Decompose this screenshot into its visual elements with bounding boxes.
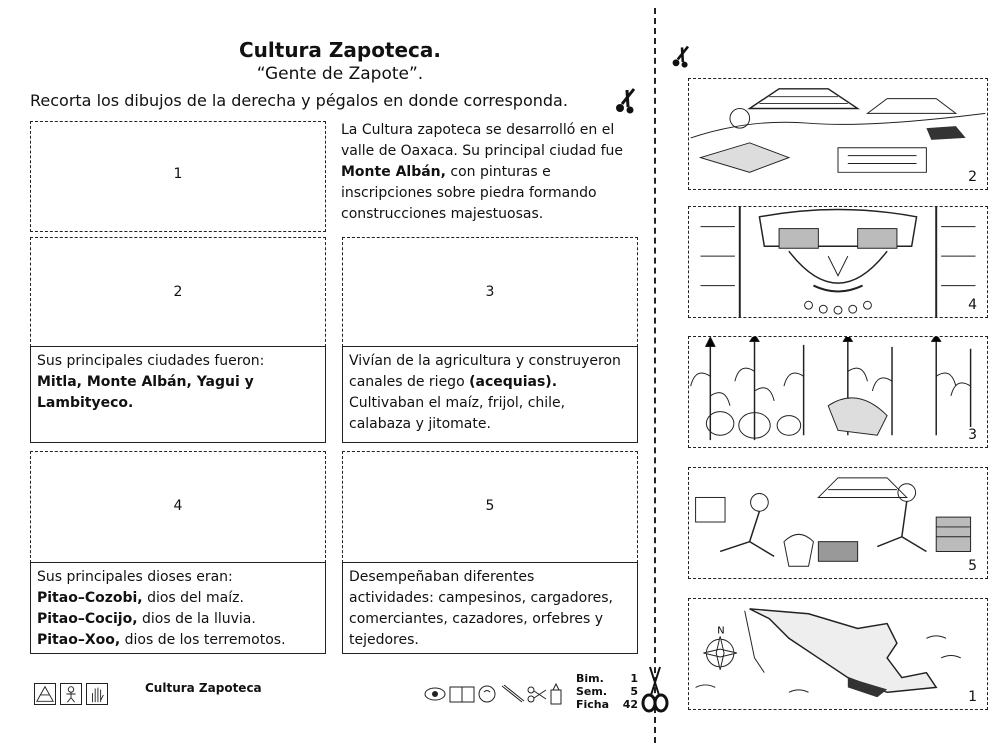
text-box-gods: Sus principales dioses eran: Pitao–Cozobi, dios del maíz. Pitao–Cocijo, dios de la lluvia. Pitao–Xoo, dios de los terremotos.: [30, 562, 326, 654]
text-box-agriculture: Vivían de la agricultura y construyeron canales de riego (acequias). Cultivaban el maíz, frijol, chile, calabaza y jitomate.: [342, 346, 638, 443]
slot-3[interactable]: [342, 237, 638, 347]
slot-number: 4: [173, 498, 183, 514]
compass-north-label: N: [717, 625, 725, 637]
glue-icon: [551, 684, 561, 704]
pottery-artisans-illustration: [689, 468, 987, 578]
slot-4[interactable]: [30, 451, 326, 563]
footer-title: Cultura Zapoteca: [145, 681, 262, 695]
cut-line: [654, 8, 656, 743]
picture-cornfield[interactable]: [688, 336, 988, 448]
picture-label: 2: [968, 169, 977, 185]
footer-values: 1 5 42: [622, 672, 638, 711]
text-box-cities: Sus principales ciudades fueron: Mitla, Monte Albán, Yagui y Lambityeco.: [30, 346, 326, 443]
scissors-cut-icon-right: [670, 44, 694, 68]
picture-label: 3: [968, 427, 977, 443]
mexico-map-illustration: [689, 599, 987, 709]
cornfield-illustration: [689, 337, 987, 447]
text-box-activities: Desempeñaban diferentes actividades: campesinos, cargadores, comerciantes, cazadores, orfebres y tejedores.: [342, 562, 638, 654]
pyramid-icon: [34, 683, 56, 705]
book-icon: [450, 687, 474, 702]
activity-icons: [424, 682, 574, 706]
slot-number: 2: [173, 284, 183, 300]
scissors-large-icon: [640, 665, 670, 713]
slot-1[interactable]: [30, 121, 326, 232]
picture-mask[interactable]: [688, 206, 988, 318]
picture-artisans[interactable]: [688, 467, 988, 579]
page-subtitle: “Gente de Zapote”.: [256, 64, 424, 84]
page-title: Cultura Zapoteca.: [238, 38, 442, 62]
picture-label: 4: [968, 297, 977, 313]
picture-label: 1: [968, 689, 977, 705]
hand-icon: [86, 683, 108, 705]
pencil-icon: [502, 685, 524, 702]
person-icon: [60, 683, 82, 705]
slot-number: 3: [485, 284, 495, 300]
slot-5[interactable]: [342, 451, 638, 563]
instruction-text: Recorta los dibujos de la derecha y pégalos en donde corresponda.: [30, 91, 568, 110]
scissors-icon: [528, 687, 546, 702]
picture-map[interactable]: [688, 598, 988, 710]
zapotec-mask-illustration: [689, 207, 987, 317]
intro-paragraph: La Cultura zapoteca se desarrolló en el valle de Oaxaca. Su principal ciudad fue Monte Albán, con pinturas e inscripciones sobre piedra formando construcciones majestuosas.: [341, 122, 623, 222]
picture-label: 5: [968, 558, 977, 574]
picture-ruins[interactable]: [688, 78, 988, 190]
slot-number: 5: [485, 498, 495, 514]
slot-number: 1: [173, 166, 183, 182]
pyramid-ruins-illustration: [689, 79, 987, 189]
thinking-head-icon: [479, 686, 495, 702]
footer-labels: Bim. Sem. Ficha: [576, 672, 610, 711]
slot-2[interactable]: [30, 237, 326, 347]
eye-icon: [425, 688, 445, 700]
scissors-cut-icon: [614, 86, 640, 114]
